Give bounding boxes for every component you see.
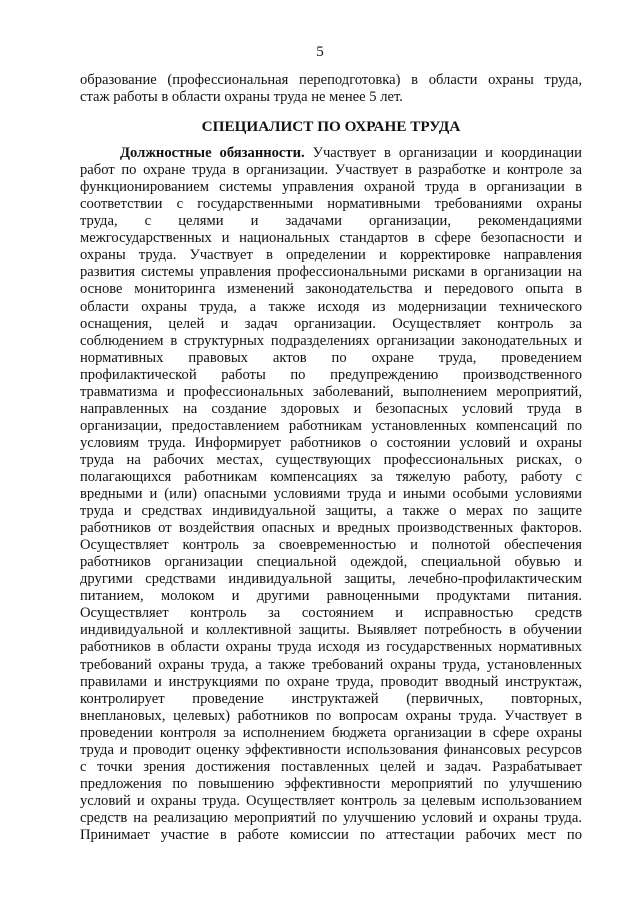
text-line: условиям труда. Информирует работников о состоянии условий и охраны — [80, 434, 582, 451]
text-line: условий и охраны труда. Осуществляет контроль за целевым использованием — [80, 792, 582, 809]
text-line: индивидуальной и коллективной защиты. Выявляет потребность в обучении — [80, 622, 582, 639]
text-line: труда, с целями и задачами организации, рекомендациями — [80, 213, 582, 230]
intro-line: образование (профессиональная переподготовка) в области охраны труда, — [80, 72, 582, 88]
duties-first-line-rest: Участвует в организации и координации — [304, 145, 582, 162]
text-line: Осуществляет контроль за своевременностью и полнотой обеспечения — [80, 537, 582, 554]
text-line: работников от воздействия опасных и вредных производственных факторов. — [80, 520, 582, 537]
text-line: предложения по повышению эффективности мероприятий по улучшению — [80, 775, 582, 792]
text-line: организации, предоставлением работникам установленных компенсаций по — [80, 417, 582, 434]
text-line: контролирует проведение инструктажей (первичных, повторных, — [80, 690, 582, 707]
text-line: профилактической работы по предупреждению производственного — [80, 366, 582, 383]
text-line: питанием, молоком и другими равноценными продуктами питания. — [80, 588, 582, 605]
text-line: работ по охране труда в организации. Участвует в разработке и контроле за — [80, 162, 582, 179]
text-line: Осуществляет контроль за состоянием и исправностью средств — [80, 605, 582, 622]
text-line: другими средствами индивидуальной защиты, лечебно-профилактическим — [80, 571, 582, 588]
duties-paragraph — [80, 162, 582, 844]
text-line: проведении контроля за исполнением бюджета организации в сфере охраны — [80, 724, 582, 741]
text-line: области охраны труда, а также исходя из модернизации технического — [80, 298, 582, 315]
text-line: соблюдением в структурных подразделениях организации законодательных и — [80, 332, 582, 349]
text-line: развития системы управления профессиональными рисками в организации на — [80, 264, 582, 281]
text-line: работников в области охраны труда исходя из государственных нормативных — [80, 639, 582, 656]
page-number: 5 — [316, 44, 324, 60]
text-line: функционированием системы управления охраной труда в организации в — [80, 179, 582, 196]
text-line: труда и проводит оценку эффективности использования финансовых ресурсов — [80, 741, 582, 758]
text-line: труда и средствах индивидуальной защиты, а также о мерах по защите — [80, 503, 582, 520]
text-line: основе мониторинга изменений законодательства и передового опыта в — [80, 281, 582, 298]
text-line: правилами и инструкциями по охране труда, проводит вводный инструктаж, — [80, 673, 582, 690]
text-line: охраны труда. Участвует в определении и корректировке направления — [80, 247, 582, 264]
duties-first-line — [80, 145, 582, 162]
text-line: полагающихся работникам компенсациях за тяжелую работу, работу с — [80, 468, 582, 485]
text-line: оснащения, целей и задач организации. Осуществляет контроль за — [80, 315, 582, 332]
text-line: средств на реализацию мероприятий по улучшению условий и охраны труда. — [80, 809, 582, 826]
text-line: межгосударственных и национальных стандартов в сфере безопасности и — [80, 230, 582, 247]
text-line: требований охраны труда, а также требований охраны труда, установленных — [80, 656, 582, 673]
duties-label: Должностные обязанности. — [120, 145, 305, 162]
text-line: внеплановых, целевых) работников по вопросам охраны труда. Участвует в — [80, 707, 582, 724]
section-heading: СПЕЦИАЛИСТ ПО ОХРАНЕ ТРУДА — [201, 118, 461, 136]
text-line: труда на рабочих местах, существующих профессиональных рисках, о — [80, 451, 582, 468]
text-line: с точки зрения достижения поставленных целей и задач. Разрабатывает — [80, 758, 582, 775]
text-line: работников организации специальной одеждой, специальной обувью и — [80, 554, 582, 571]
text-line: травматизма и профессиональных заболеваний, выполнением мероприятий, — [80, 383, 582, 400]
text-line: Принимает участие в работе комиссии по аттестации рабочих мест по — [80, 826, 582, 843]
text-line: соответствии с государственными нормативными требованиями охраны — [80, 196, 582, 213]
text-line: нормативных правовых актов по охране труда, проведением — [80, 349, 582, 366]
intro-line: стаж работы в области охраны труда не менее 5 лет. — [80, 89, 403, 106]
text-line: вредными и (или) опасными условиями труда и иными особыми условиями — [80, 486, 582, 503]
text-line: направленных на создание здоровых и безопасных условий труда в — [80, 400, 582, 417]
document-body — [80, 72, 582, 844]
